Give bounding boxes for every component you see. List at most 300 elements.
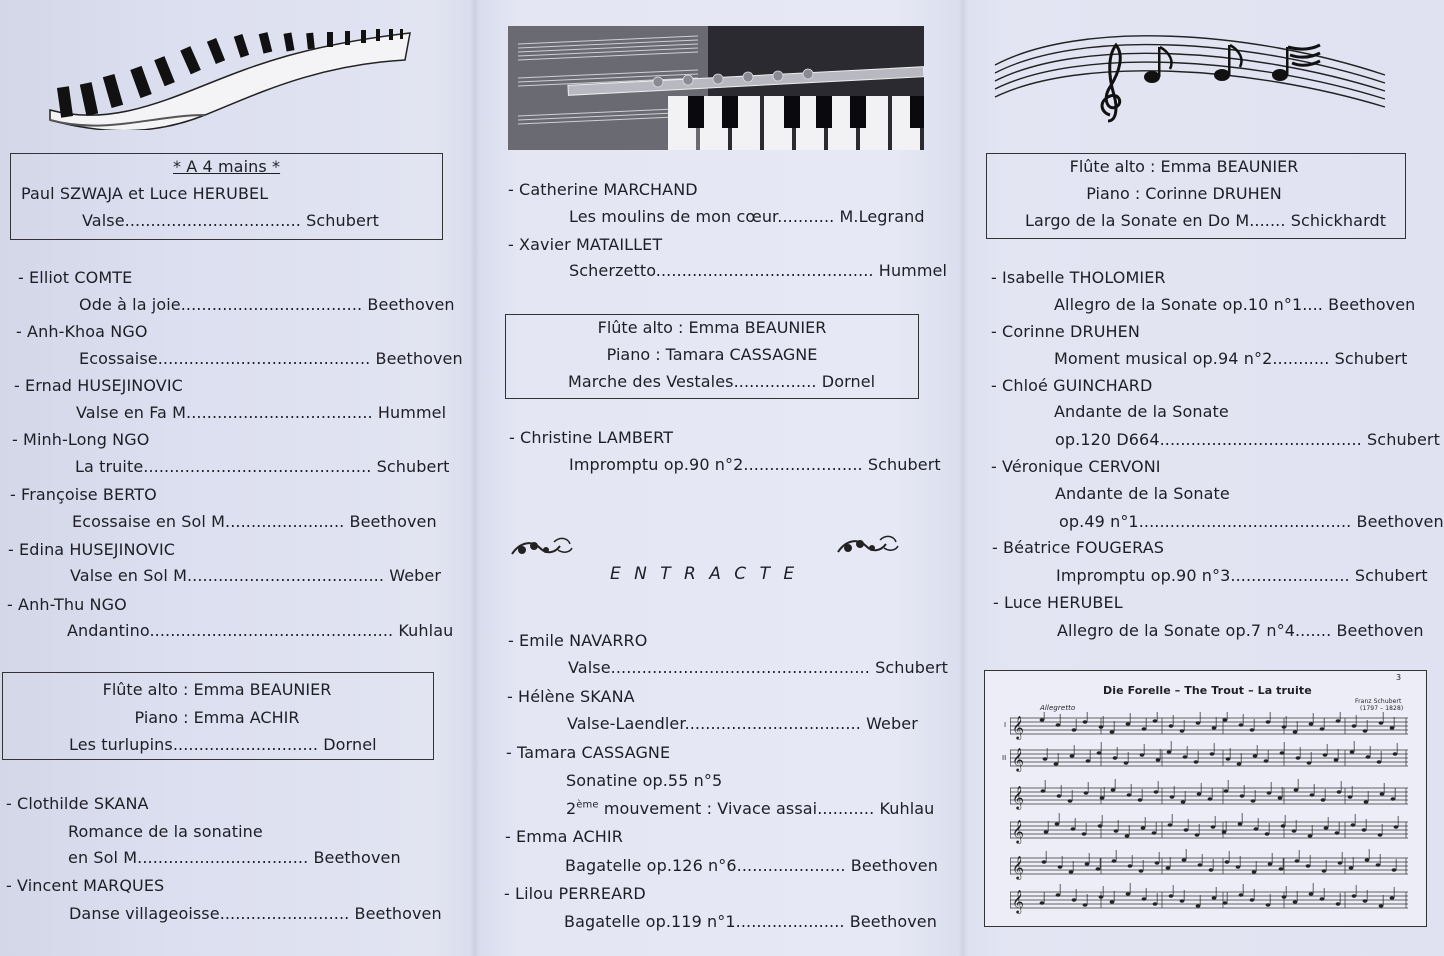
treble-clef-icon: 𝄞 (1012, 855, 1024, 879)
note-stem (1268, 750, 1269, 761)
note-head (1100, 796, 1105, 799)
note-head (1155, 861, 1160, 864)
note-stem (1201, 783, 1202, 794)
note-head (1195, 833, 1200, 836)
note-head (1239, 893, 1244, 896)
note-head (1281, 824, 1286, 827)
flute-piece: Marche des Vestales................ Dornel (568, 372, 876, 391)
score-page-number: 3 (1396, 673, 1402, 682)
note-head (1082, 832, 1087, 835)
note-head (1042, 860, 1047, 863)
note-stem (1216, 717, 1217, 728)
note-head (1293, 730, 1298, 733)
note-stem (1297, 721, 1298, 732)
performer-name: - Clothilde SKANA (6, 794, 149, 813)
piano-line: Piano : Corinne DRUHEN (1086, 184, 1282, 203)
note-head (1278, 796, 1283, 799)
note-stem (1256, 861, 1257, 872)
performer-piece: Andante de la Sonate (1055, 484, 1230, 503)
note-stem (1384, 783, 1385, 794)
note-stem (1272, 853, 1273, 864)
performer-name: - Emile NAVARRO (508, 631, 648, 650)
note-stem (1324, 718, 1325, 729)
performer-piece: Danse villageoisse......................... Beethoven (69, 904, 442, 923)
note-head (1125, 834, 1130, 837)
note-stem (1202, 854, 1203, 865)
note-stem (1087, 712, 1088, 722)
note-head (1197, 792, 1202, 795)
performer-piece: Ode à la joie................................... Beethoven (79, 295, 455, 314)
note-head (1180, 729, 1185, 732)
performer-piece: Bagatelle op.119 n°1..................... Beethoven (564, 912, 937, 931)
note-stem (1114, 891, 1115, 902)
performer-name: - Tamara CASSAGNE (506, 743, 671, 762)
note-stem (1370, 746, 1371, 757)
note-head (1366, 755, 1371, 758)
note-stem (1326, 860, 1327, 871)
note-head (1266, 903, 1271, 906)
note-stem (1200, 712, 1201, 723)
performer-name: - Béatrice FOUGERAS (992, 538, 1164, 557)
note-head (1282, 895, 1287, 898)
note-head (1236, 865, 1241, 868)
note-stem (1170, 857, 1171, 868)
performer-name: - Christine LAMBERT (509, 428, 674, 447)
note-head (1364, 800, 1369, 803)
note-stem (1114, 721, 1115, 732)
flute-line: Flûte alto : Emma BEAUNIER (597, 318, 827, 337)
note-stem (1298, 779, 1299, 790)
note-head (1126, 892, 1131, 895)
performer-piece: Valse en Fa M.................................... Hummel (76, 403, 447, 422)
performer-piece: Allegro de la Sonate op.10 n°1.... Beethoven (1054, 295, 1416, 314)
note-head (1141, 826, 1146, 829)
piano-line: Piano : Emma ACHIR (134, 708, 300, 727)
performer-piece: Romance de la sonatine (68, 822, 263, 841)
note-head (1040, 901, 1045, 904)
note-stem (1354, 741, 1355, 752)
note-stem (1383, 895, 1384, 906)
four-hands-title: * A 4 mains * (173, 157, 281, 176)
performer-piece: Impromptu op.90 n°2....................... Schubert (569, 455, 941, 474)
note-stem (1088, 782, 1089, 793)
treble-clef-icon: 𝄞 (1012, 889, 1024, 913)
performer-name: - Edina HUSEJINOVIC (8, 540, 176, 559)
note-stem (1395, 788, 1396, 799)
note-head (1084, 791, 1089, 794)
four-hands-performers: Paul SZWAJA et Luce HERUBEL (21, 184, 269, 203)
note-stem (1200, 895, 1201, 906)
note-head (1196, 721, 1201, 724)
note-head (1379, 904, 1384, 907)
note-stem (1145, 817, 1146, 828)
note-stem (1103, 886, 1104, 897)
note-head (1182, 858, 1187, 861)
note-stem (1382, 824, 1383, 835)
note-stem (1171, 741, 1172, 752)
note-stem (1060, 884, 1061, 895)
note-stem (1367, 890, 1368, 901)
note-stem (1356, 885, 1357, 896)
note-head (1352, 894, 1357, 897)
note-head (1054, 762, 1059, 765)
note-head (1040, 718, 1045, 721)
note-head (1322, 869, 1327, 872)
score-composer: Franz Schubert (1355, 698, 1402, 705)
note-head (1222, 830, 1227, 833)
note-stem (1271, 782, 1272, 793)
note-stem (1286, 886, 1287, 897)
note-stem (1058, 753, 1059, 764)
note-stem (1215, 816, 1216, 827)
note-head (1140, 753, 1145, 756)
note-head (1310, 793, 1315, 796)
note-stem (1324, 888, 1325, 899)
note-stem (1313, 713, 1314, 724)
note-stem (1355, 814, 1356, 825)
treble-clef-icon: 𝄞 (1012, 715, 1024, 739)
note-head (1394, 825, 1399, 828)
treble-clef-icon: 𝄞 (1012, 819, 1024, 843)
performer-piece: Valse.................................................. Schubert (568, 658, 949, 677)
note-stem (1381, 751, 1382, 762)
note-stem (1104, 787, 1105, 798)
note-stem (1214, 743, 1215, 754)
piano-keys-illustration (45, 25, 415, 130)
flute-line: Flûte alto : Emma BEAUNIER (1069, 157, 1299, 176)
note-stem (1338, 749, 1339, 760)
score-title: Die Forelle – The Trout – La truite (1103, 684, 1312, 697)
note-head (1225, 860, 1230, 863)
note-stem (1129, 825, 1130, 836)
note-head (1083, 720, 1088, 723)
note-stem (1366, 819, 1367, 830)
note-stem (1269, 823, 1270, 834)
note-head (1056, 893, 1061, 896)
note-head (1112, 859, 1117, 862)
note-head (1070, 754, 1075, 757)
note-head (1391, 797, 1396, 800)
note-head (1142, 727, 1147, 730)
note-stem (1076, 889, 1077, 900)
note-head (1377, 760, 1382, 763)
note-head (1097, 751, 1102, 754)
performer-piece: Valse-Laendler.................................. Weber (567, 714, 918, 733)
performer-name: - Luce HERUBEL (993, 593, 1123, 612)
note-head (1110, 730, 1115, 733)
note-stem (1394, 717, 1395, 728)
note-head (1183, 755, 1188, 758)
performer-piece: Scherzetto.......................................... Hummel (569, 261, 948, 280)
note-stem (1242, 813, 1243, 824)
note-stem (1297, 891, 1298, 902)
note-stem (1089, 853, 1090, 864)
note-head (1251, 799, 1256, 802)
note-head (1334, 758, 1339, 761)
note-head (1363, 729, 1368, 732)
note-head (1265, 832, 1270, 835)
performer-piece: Bagatelle op.126 n°6..................... Beethoven (565, 856, 938, 875)
note-head (1153, 902, 1158, 905)
note-stem (1226, 821, 1227, 832)
note-head (1365, 858, 1370, 861)
note-head (1196, 904, 1201, 907)
score-composer-dates: (1797 – 1828) (1360, 705, 1404, 712)
treble-clef-icon: 𝄞 (1012, 747, 1024, 771)
note-head (1099, 725, 1104, 728)
note-head (1350, 750, 1355, 753)
note-head (1114, 829, 1119, 832)
note-head (1096, 867, 1101, 870)
note-stem (1115, 779, 1116, 790)
note-head (1099, 895, 1104, 898)
note-stem (1299, 850, 1300, 861)
note-stem (1075, 818, 1076, 829)
note-stem (1314, 784, 1315, 795)
note-head (1306, 864, 1311, 867)
note-stem (1313, 883, 1314, 894)
note-stem (1254, 719, 1255, 730)
piano-line: Piano : Tamara CASSAGNE (606, 345, 818, 364)
performer-piece: en Sol M................................. Beethoven (68, 848, 401, 867)
performer-name: - Xavier MATAILLET (508, 235, 663, 254)
note-stem (1130, 883, 1131, 894)
note-head (1127, 793, 1132, 796)
note-stem (1328, 817, 1329, 828)
note-head (1085, 862, 1090, 865)
note-head (1349, 866, 1354, 869)
performer-piece: Moment musical op.94 n°2........... Schubert (1054, 349, 1408, 368)
note-stem (1213, 859, 1214, 870)
note-stem (1173, 885, 1174, 896)
note-stem (1074, 745, 1075, 756)
note-stem (1270, 712, 1271, 722)
note-head (1168, 823, 1173, 826)
note-head (1224, 789, 1229, 792)
note-stem (1087, 894, 1088, 905)
note-stem (1187, 746, 1188, 757)
treble-clef-icon: 𝄞 (1012, 785, 1024, 809)
performer-piece: Andantino............................................... Kuhlau (67, 621, 454, 640)
note-stem (1048, 821, 1049, 832)
note-stem (1101, 742, 1102, 753)
performer-name: - Françoise BERTO (10, 485, 157, 504)
four-hands-piece: Valse.................................. Schubert (82, 211, 380, 230)
note-head (1056, 723, 1061, 726)
note-head (1363, 899, 1368, 902)
note-stem (1184, 720, 1185, 731)
note-stem (1368, 791, 1369, 802)
note-stem (1243, 714, 1244, 725)
note-stem (1367, 720, 1368, 731)
note-stem (1383, 712, 1384, 723)
note-stem (1397, 743, 1398, 754)
performer-name: - Anh-Khoa NGO (16, 322, 148, 341)
note-stem (1143, 860, 1144, 871)
note-stem (1130, 713, 1131, 724)
note-stem (1103, 716, 1104, 727)
performer-piece: Ecossaise......................................... Beethoven (79, 349, 463, 368)
note-head (1309, 722, 1314, 725)
note-head (1250, 728, 1255, 731)
performer-name: - Anh-Thu NGO (7, 595, 127, 614)
note-head (1138, 798, 1143, 801)
note-head (1043, 757, 1048, 760)
note-head (1309, 892, 1314, 895)
note-stem (1327, 744, 1328, 755)
note-head (1237, 762, 1242, 765)
note-stem (1045, 780, 1046, 791)
performer-name: - Hélène SKANA (507, 687, 635, 706)
performer-piece: La truite............................................ Schubert (75, 457, 450, 476)
note-head (1239, 723, 1244, 726)
note-head (1212, 896, 1217, 899)
performer-piece: Impromptu op.90 n°3....................... Schubert (1056, 566, 1428, 585)
note-stem (1060, 714, 1061, 725)
note-head (1154, 790, 1159, 793)
note-head (1139, 869, 1144, 872)
note-head (1292, 829, 1297, 832)
note-head (1378, 833, 1383, 836)
note-head (1295, 859, 1300, 862)
note-stem (1199, 824, 1200, 835)
note-head (1348, 795, 1353, 798)
ornament-right-icon (836, 532, 900, 560)
note-head (1223, 901, 1228, 904)
note-head (1337, 790, 1342, 793)
note-head (1335, 831, 1340, 834)
music-staff-notes-illustration (990, 25, 1395, 125)
note-head (1044, 830, 1049, 833)
note-stem (1300, 747, 1301, 758)
performer-name: - Minh-Long NGO (12, 430, 150, 449)
note-stem (1146, 888, 1147, 899)
note-stem (1353, 857, 1354, 868)
note-stem (1159, 852, 1160, 863)
note-stem (1073, 861, 1074, 872)
note-stem (1356, 715, 1357, 726)
note-stem (1174, 786, 1175, 797)
note-head (1390, 896, 1395, 899)
performer-name: - Catherine MARCHAND (508, 180, 698, 199)
performer-name: - Lilou PERREARD (504, 884, 646, 903)
note-head (1152, 831, 1157, 834)
note-stem (1244, 785, 1245, 796)
note-head (1376, 863, 1381, 866)
note-head (1113, 756, 1118, 759)
note-stem (1047, 748, 1048, 759)
note-stem (1044, 712, 1045, 720)
flute-line: Flûte alto : Emma BEAUNIER (102, 680, 332, 699)
note-stem (1157, 893, 1158, 904)
note-stem (1046, 851, 1047, 862)
note-stem (1188, 819, 1189, 830)
performer-piece: Ecossaise en Sol M....................... Beethoven (72, 512, 437, 531)
note-head (1124, 761, 1129, 764)
note-head (1254, 827, 1259, 830)
note-stem (1282, 787, 1283, 798)
note-stem (1044, 892, 1045, 903)
note-head (1268, 862, 1273, 865)
note-head (1267, 791, 1272, 794)
note-stem (1072, 790, 1073, 801)
note-stem (1086, 823, 1087, 834)
flute-and-piano-photo (508, 26, 924, 150)
note-head (1041, 789, 1046, 792)
note-head (1181, 800, 1186, 803)
note-head (1336, 902, 1341, 905)
note-head (1338, 861, 1343, 864)
note-stem (1227, 892, 1228, 903)
note-stem (1340, 712, 1341, 721)
note-head (1336, 719, 1341, 722)
note-head (1169, 724, 1174, 727)
performer-piece: op.49 n°1......................................... Beethoven (1059, 512, 1444, 531)
note-stem (1102, 815, 1103, 826)
score-staff-label: II (1002, 754, 1007, 762)
flute-piece: Les turlupins............................ Dornel (69, 735, 377, 754)
note-stem (1311, 752, 1312, 763)
note-stem (1283, 858, 1284, 869)
note-stem (1254, 889, 1255, 900)
note-stem (1128, 752, 1129, 763)
note-stem (1340, 893, 1341, 904)
note-head (1307, 761, 1312, 764)
note-head (1167, 750, 1172, 753)
note-stem (1285, 815, 1286, 826)
note-stem (1144, 744, 1145, 755)
note-stem (1352, 786, 1353, 797)
note-head (1057, 794, 1062, 797)
score-staff-label: I (1004, 721, 1007, 729)
performer-name: - Chloé GUINCHARD (991, 376, 1153, 395)
note-head (1194, 760, 1199, 763)
performer-name: - Véronique CERVONI (991, 457, 1161, 476)
note-head (1128, 864, 1133, 867)
note-head (1169, 894, 1174, 897)
note-head (1351, 823, 1356, 826)
note-stem (1284, 742, 1285, 753)
note-head (1380, 792, 1385, 795)
note-stem (1240, 856, 1241, 867)
note-stem (1270, 894, 1271, 905)
note-stem (1090, 750, 1091, 761)
intermission-title: E N T R A C T E (610, 564, 799, 584)
performer-name: - Vincent MARQUES (6, 876, 165, 895)
note-stem (1160, 749, 1161, 760)
note-head (1253, 754, 1258, 757)
note-head (1226, 757, 1231, 760)
performer-name: - Isabelle THOLOMIER (991, 268, 1166, 287)
note-head (1072, 728, 1077, 731)
performer-piece: Andante de la Sonate (1054, 402, 1229, 421)
note-stem (1312, 825, 1313, 836)
note-head (1392, 868, 1397, 871)
performer-piece: Les moulins de mon cœur........... M.Legrand (569, 207, 925, 226)
note-stem (1157, 712, 1158, 721)
note-stem (1394, 887, 1395, 898)
note-head (1280, 751, 1285, 754)
note-head (1211, 825, 1216, 828)
note-head (1083, 903, 1088, 906)
note-stem (1062, 856, 1063, 867)
note-head (1180, 899, 1185, 902)
note-stem (1061, 785, 1062, 796)
note-stem (1132, 855, 1133, 866)
note-head (1209, 868, 1214, 871)
note-stem (1076, 719, 1077, 730)
note-stem (1286, 716, 1287, 727)
